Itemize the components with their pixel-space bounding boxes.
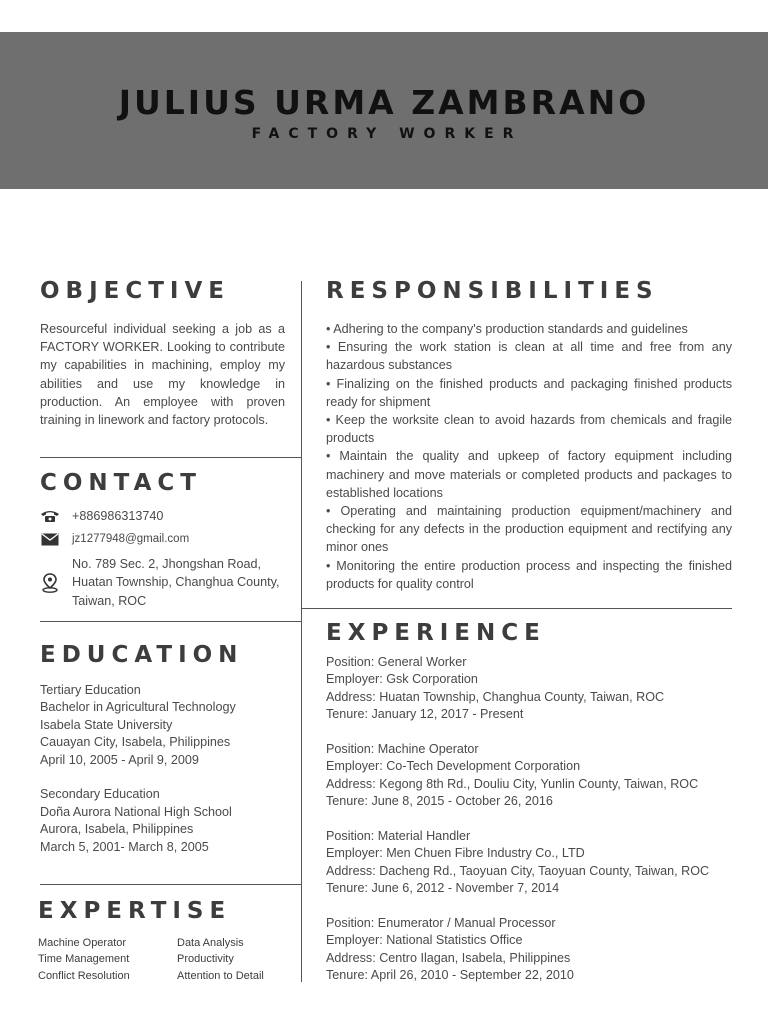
experience-line: Employer: Gsk Corporation	[326, 672, 478, 687]
experience-line: Employer: Men Chuen Fibre Industry Co., LTD	[326, 846, 585, 861]
responsibility-item: • Keep the worksite clean to avoid hazards from chemicals and fragile products	[326, 413, 732, 446]
address-line: Huatan Township, Changhua County,	[72, 575, 280, 590]
experience-line: Employer: National Statistics Office	[326, 933, 523, 948]
experience-list	[326, 654, 709, 985]
objective-text: Resourceful individual seeking a job as a FACTORY WORKER. Looking to contribute my capabilities in machining, employ my abilities and use my knowledge in production. An employee with proven training in linework and factory protocols.	[40, 322, 285, 428]
responsibilities-list	[326, 320, 732, 593]
experience-line: Position: Enumerator / Manual Processor	[326, 916, 556, 931]
experience-heading: EXPERIENCE	[326, 620, 546, 646]
experience-line: Address: Kegong 8th Rd., Douliu City, Yunlin County, Taiwan, ROC	[326, 776, 699, 791]
location-pin-icon	[40, 555, 60, 610]
candidate-name: JULIUS URMA ZAMBRANO	[118, 83, 650, 122]
skill-item: Data Analysis	[177, 937, 244, 949]
experience-line: Address: Centro Ilagan, Isabela, Philippines	[326, 950, 571, 965]
contact-phone	[40, 507, 163, 525]
education-line: Cauayan City, Isabela, Philippines	[40, 735, 231, 750]
experience-line: Tenure: April 26, 2010 - September 22, 2010	[326, 968, 574, 983]
skill-item: Time Management	[38, 953, 130, 966]
divider	[40, 457, 301, 458]
education-line: March 5, 2001- March 8, 2005	[40, 839, 209, 854]
divider	[40, 884, 301, 885]
skill-item: Attention to Detail	[177, 969, 264, 982]
education-line: Doña Aurora National High School	[40, 804, 232, 819]
mail-icon	[40, 530, 60, 548]
objective-heading: OBJECTIVE	[40, 278, 230, 304]
divider	[301, 608, 732, 609]
education-line: April 10, 2005 - April 9, 2009	[40, 752, 199, 767]
experience-line: Position: General Worker	[326, 655, 467, 669]
address-line: No. 789 Sec. 2, Jhongshan Road,	[72, 557, 262, 571]
responsibility-item: • Adhering to the company's production standards and guidelines	[326, 322, 688, 336]
education-line: Secondary Education	[40, 787, 160, 802]
experience-line: Tenure: January 12, 2017 - Present	[326, 707, 524, 722]
responsibilities-heading: RESPONSIBILITIES	[326, 278, 659, 304]
education-line: Isabela State University	[40, 717, 173, 732]
phone-icon	[40, 507, 60, 525]
contact-address	[40, 555, 279, 610]
email-address: jz1277948@gmail.com	[72, 533, 190, 545]
contact-heading: CONTACT	[40, 470, 202, 496]
education-list	[40, 682, 236, 856]
divider	[40, 621, 301, 622]
experience-line: Position: Machine Operator	[326, 742, 479, 757]
experience-line: Address: Dacheng Rd., Taoyuan City, Taoyuan County, Taiwan, ROC	[326, 863, 710, 878]
column-divider	[301, 281, 302, 982]
candidate-role: FACTORY WORKER	[251, 126, 523, 142]
education-heading: EDUCATION	[40, 642, 244, 668]
responsibility-item: • Ensuring the work station is clean at all time and free from any hazardous substances	[326, 340, 732, 373]
responsibility-item: • Finalizing on the finished products and packaging finished products ready for shipment	[326, 376, 732, 409]
skill-item: Machine Operator	[38, 937, 127, 949]
experience-line: Position: Material Handler	[326, 829, 471, 844]
expertise-column-1	[38, 935, 130, 984]
skill-item: Productivity	[177, 953, 234, 966]
address-line: Taiwan, ROC	[72, 593, 147, 608]
education-line: Aurora, Isabela, Philippines	[40, 822, 194, 837]
experience-line: Tenure: June 6, 2012 - November 7, 2014	[326, 881, 560, 896]
expertise-column-2	[177, 935, 264, 984]
address-text	[72, 555, 279, 610]
experience-line: Tenure: June 8, 2015 - October 26, 2016	[326, 794, 553, 809]
experience-line: Address: Huatan Township, Changhua County, Taiwan, ROC	[326, 689, 665, 704]
skill-item: Conflict Resolution	[38, 969, 130, 982]
experience-line: Employer: Co-Tech Development Corporation	[326, 759, 581, 774]
responsibility-item: • Monitoring the entire production process and inspecting the finished products for quality control	[326, 558, 732, 591]
expertise-heading: EXPERTISE	[38, 898, 232, 924]
responsibility-item: • Operating and maintaining production equipment/machinery and checking for any defects in the production equipment and rectifying any minor ones	[326, 504, 732, 555]
phone-number: +886986313740	[72, 509, 164, 523]
education-line: Tertiary Education	[40, 683, 141, 697]
contact-email	[40, 530, 189, 548]
education-line: Bachelor in Agricultural Technology	[40, 700, 236, 715]
responsibility-item: • Maintain the quality and upkeep of factory equipment including machinery and move materials or completed products and packages to established locations	[326, 449, 732, 500]
